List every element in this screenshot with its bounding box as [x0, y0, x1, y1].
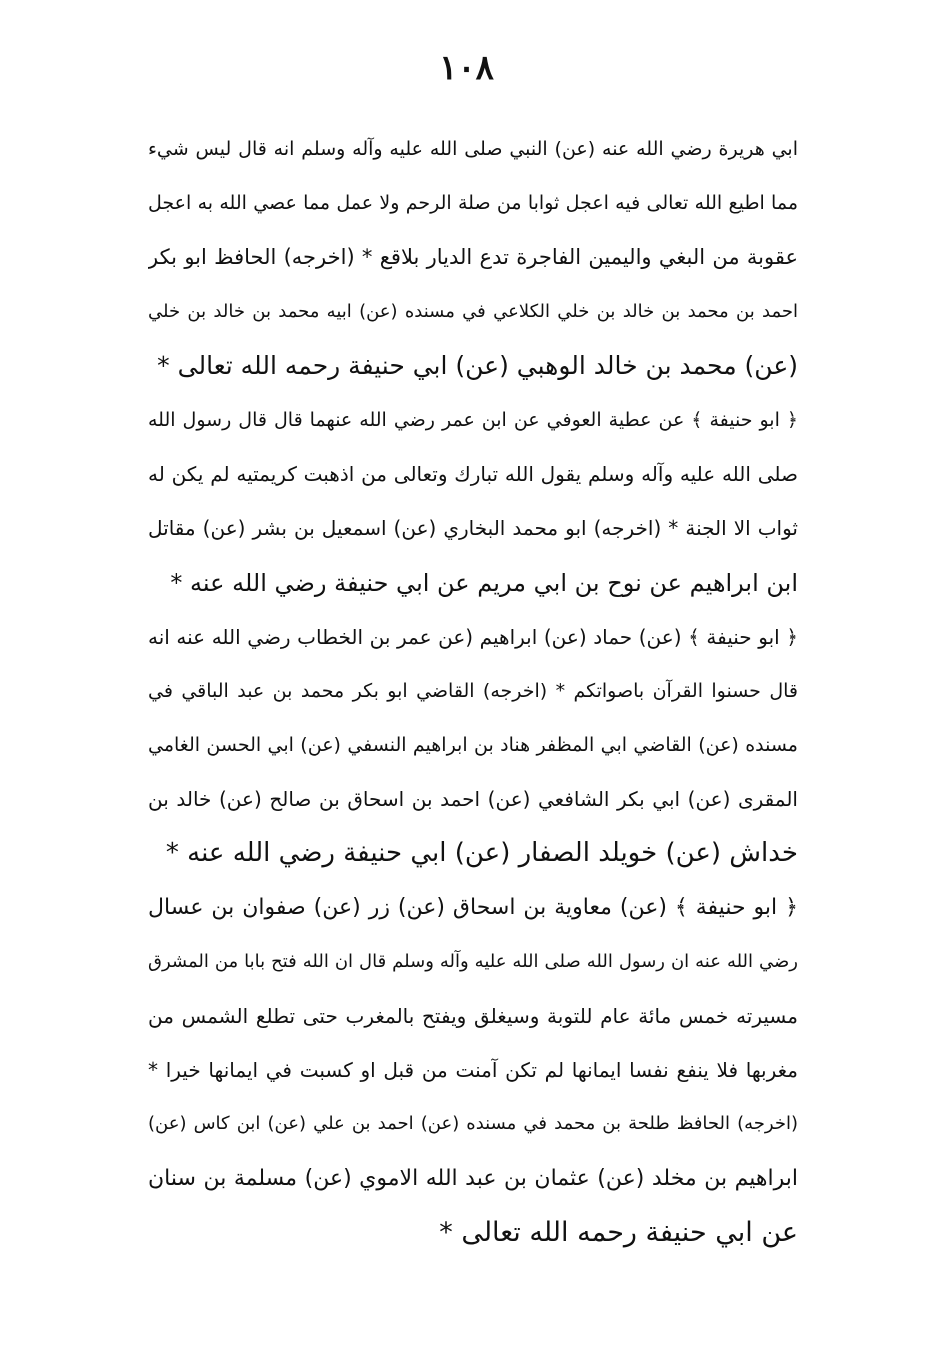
text-line: ﴿ ابو حنيفة ﴾ عن عطية العوفي عن ابن عمر رضي الله عنهما قال قال رسول الله: [148, 408, 798, 431]
text-line: ﴿ ابو حنيفة ﴾ (عن) معاوية بن اسحاق (عن) زر (عن) صفوان بن عسال: [148, 894, 798, 920]
text-line: (عن) محمد بن خالد الوهبي (عن) ابي حنيفة رحمه الله تعالى *: [157, 350, 798, 380]
text-line: ﴿ ابو حنيفة ﴾ (عن) حماد (عن) ابراهيم (عن عمر بن الخطاب رضي الله عنه انه: [148, 624, 798, 649]
text-line: ثواب الا الجنة * (اخرجه) ابو محمد البخاري (عن) اسمعيل بن بشر (عن) مقاتل: [148, 516, 798, 541]
text-line: مغربها فلا ينفع نفسا ايمانها لم تكن آمنت من قبل او كسبت في ايمانها خيرا *: [148, 1058, 798, 1083]
text-line: المقرى (عن) ابي بكر الشافعي (عن) احمد بن اسحاق بن صالح (عن) خالد بن: [148, 787, 798, 812]
text-line: ابي هريرة رضي الله عنه (عن) النبي صلى الله عليه وآله وسلم انه قال ليس شيء: [148, 138, 798, 160]
text-line: عقوبة من البغي واليمين الفاجرة تدع الديار بلاقع * (اخرجه) الحافظ ابو بكر: [148, 245, 798, 270]
text-line: (اخرجه) الحافظ طلحة بن محمد في مسنده (عن) احمد بن علي (عن) ابن كاس (عن): [148, 1113, 798, 1135]
text-line: قال حسنوا القرآن باصواتكم * (اخرجه) القاضي ابو بكر محمد بن عبد الباقي في: [148, 679, 798, 702]
text-line: رضي الله عنه ان رسول الله صلى الله عليه وآله وسلم قال ان الله فتح بابا من المشرق: [148, 950, 798, 972]
text-line: ابن ابراهيم عن نوح بن ابي مريم عن ابي حنيفة رضي الله عنه *: [170, 568, 798, 597]
text-line: مسيرته خمس مائة عام للتوبة وسيغلق ويفتح بالمغرب حتى تطلع الشمس من: [148, 1004, 798, 1028]
text-line: خداش (عن) خويلد الصفار (عن) ابي حنيفة رضي الله عنه *: [165, 838, 798, 869]
text-line: ابراهيم بن مخلد (عن) عثمان بن عبد الله الاموي (عن) مسلمة بن سنان: [148, 1165, 798, 1191]
text-line: صلى الله عليه وآله وسلم يقول الله تبارك وتعالى من اذهبت كريمتيه لم يكن له: [148, 462, 798, 487]
text-line: عن ابي حنيفة رحمه الله تعالى *: [439, 1216, 798, 1248]
text-body: [148, 122, 798, 1260]
text-line: مما اطيع الله تعالى فيه اعجل ثوابا من صلة الرحم ولا عمل مما عصي الله به اعجل: [148, 192, 798, 215]
page-number: ١٠٨: [439, 48, 494, 88]
text-line: احمد بن محمد بن خالد بن خلي الكلاعي في مسنده (عن) ابيه محمد بن خالد بن خلي: [148, 300, 798, 322]
text-line: مسنده (عن) القاضي ابي المظفر هناد بن ابراهيم النسفي (عن) ابي الحسن الغامي: [148, 734, 798, 757]
